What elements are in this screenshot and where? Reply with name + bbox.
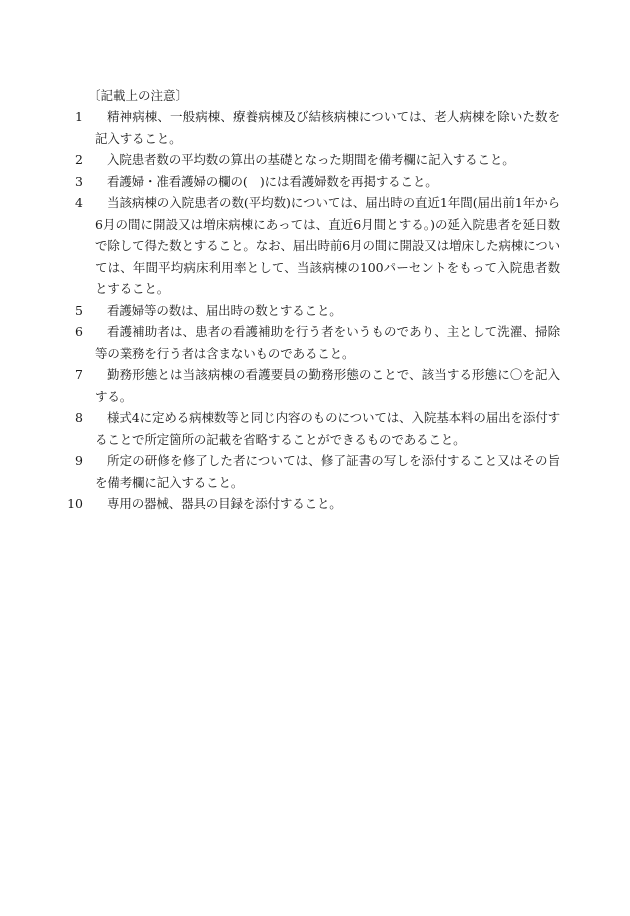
notes-heading: 〔記載上の注意〕 [88, 88, 189, 103]
note-number: 5 [75, 302, 83, 318]
note-item [70, 321, 560, 364]
note-item [70, 106, 560, 149]
note-number: 1 [75, 109, 83, 124]
note-item [70, 192, 560, 300]
note-text: 看護補助者は、患者の看護補助を行う者をいうものであり、主として洗濯、掃除等の業務を行う者は含まないものであること。 [95, 324, 560, 361]
note-text: 専用の器械、器具の目録を添付すること。 [107, 496, 342, 511]
note-text: 精神病棟、一般病棟、療養病棟及び結核病棟については、老人病棟を除いた数を記入すること。 [95, 109, 560, 146]
note-number: 6 [75, 324, 83, 339]
note-item [70, 407, 560, 450]
note-number: 3 [75, 173, 83, 189]
note-number: 7 [75, 367, 83, 382]
note-number: 2 [75, 152, 83, 167]
notes-list [67, 106, 560, 515]
note-text: 所定の研修を修了した者については、修了証書の写しを添付すること又はその旨を備考欄に記入すること。 [95, 453, 560, 490]
note-item [70, 171, 560, 193]
note-item [70, 450, 560, 493]
note-text: 入院患者数の平均数の算出の基礎となった期間を備考欄に記入すること。 [107, 152, 515, 167]
note-text: 様式4に定める病棟数等と同じ内容のものについては、入院基本料の届出を添付することで所定箇所の記載を省略することができるものであること。 [95, 410, 560, 447]
note-item [70, 364, 560, 407]
note-item [67, 493, 560, 515]
note-text: 当該病棟の入院患者の数(平均数)については、届出時の直近1年間(届出前1年から6月の間に開設又は増床病棟にあっては、直近6月間とする。)の延入院患者を延日数で除して得た数とすること。なお、届出時前6月の間に開設又は増床した病棟については、年間平均病床利用率として、当該病棟の100パーセントをもって入院患者数とすること。 [95, 195, 560, 296]
note-number: 9 [75, 453, 83, 468]
note-item [70, 149, 560, 171]
note-text: 看護婦・准看護婦の欄の( )には看護婦数を再掲すること。 [107, 173, 438, 189]
note-number: 10 [67, 496, 83, 511]
note-text: 勤務形態とは当該病棟の看護要員の勤務形態のことで、該当する形態に〇を記入する。 [95, 367, 560, 404]
note-item [70, 300, 560, 322]
note-number: 8 [75, 410, 83, 425]
note-number: 4 [75, 195, 83, 210]
note-text: 看護婦等の数は、届出時の数とすること。 [107, 302, 342, 318]
